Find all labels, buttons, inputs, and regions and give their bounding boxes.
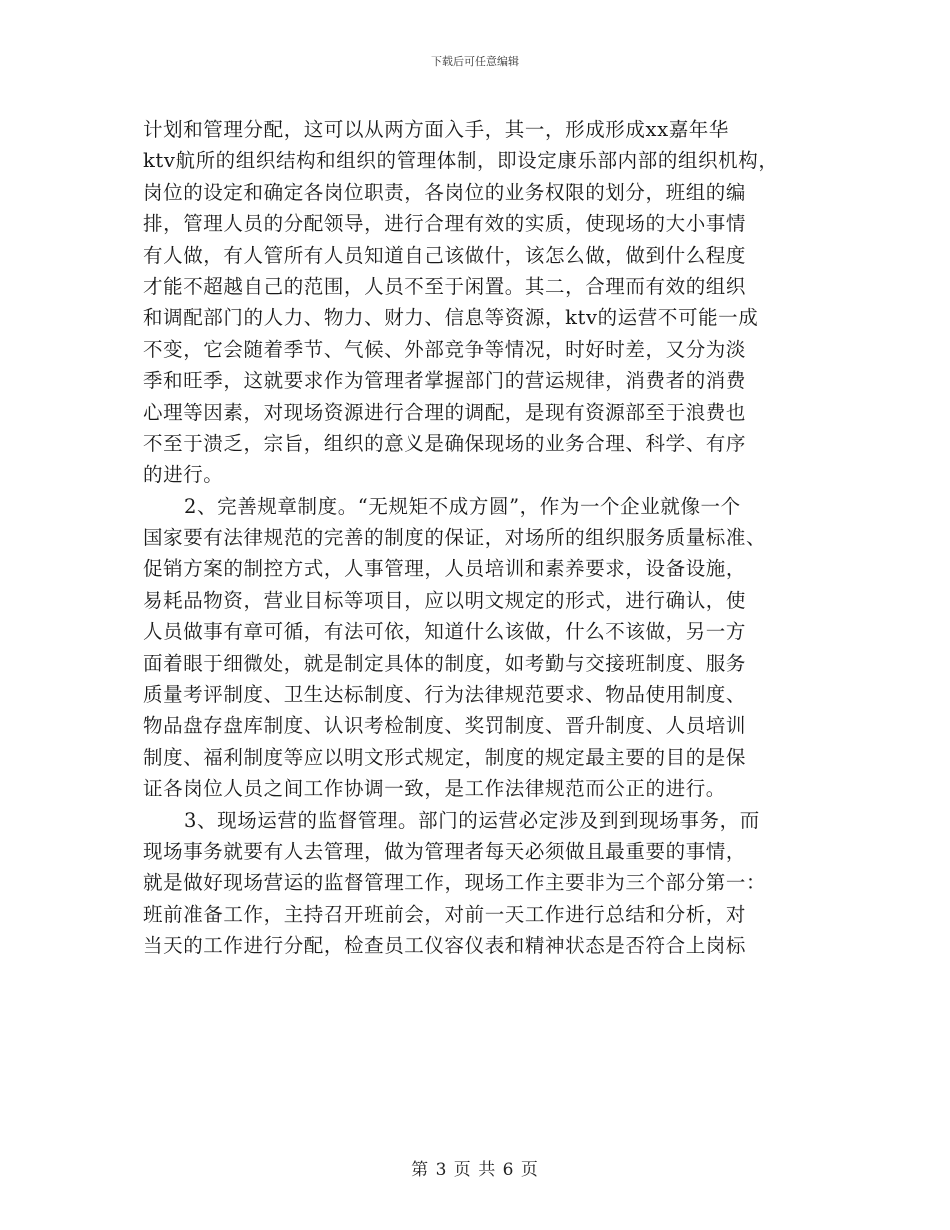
text-line: 易耗品物资，营业目标等项目，应以明文规定的形式，进行确认，使 bbox=[143, 588, 747, 612]
text-line: 心理等因素，对现场资源进行合理的调配，是现有资源部至于浪费也 bbox=[143, 400, 747, 424]
text-line: 制度、福利制度等应以明文形式规定，制度的规定最主要的目的是保 bbox=[143, 745, 747, 769]
text-line: 岗位的设定和确定各岗位职责，各岗位的业务权限的划分，班组的编 bbox=[143, 180, 747, 204]
page-number: 第 3 页 共 6 页 bbox=[411, 1160, 539, 1180]
text-line: 当天的工作进行分配，检查员工仪容仪表和精神状态是否符合上岗标 bbox=[143, 934, 747, 958]
text-line: 证各岗位人员之间工作协调一致，是工作法律规范而公正的进行。 bbox=[143, 777, 726, 801]
text-line: 物品盘存盘库制度、认识考检制度、奖罚制度、晋升制度、人员培训 bbox=[143, 714, 747, 738]
text-line: 季和旺季，这就要求作为管理者掌握部门的营运规律，消费者的消费 bbox=[143, 369, 747, 393]
text-line: 国家要有法律规范的完善的制度的保证，对场所的组织服务质量标准、 bbox=[143, 526, 767, 550]
text-line: 人员做事有章可循，有法可依，知道什么该做，什么不该做，另一方 bbox=[143, 620, 747, 644]
text-line: 排，管理人员的分配领导，进行合理有效的实质，使现场的大小事情 bbox=[143, 212, 747, 236]
text-line: 不至于溃乏，宗旨，组织的意义是确保现场的业务合理、科学、有序 bbox=[143, 431, 747, 455]
text-line: 质量考评制度、卫生达标制度、行为法律规范要求、物品使用制度、 bbox=[143, 683, 747, 707]
paragraph-start-line: 3、现场运营的监督管理。部门的运营必定涉及到到现场事务，而 bbox=[184, 808, 760, 832]
text-line: 计划和管理分配，这可以从两方面入手，其一，形成形成xx嘉年华 bbox=[143, 118, 729, 141]
text-line: 才能不超越自己的范围，人员不至于闲置。其二，合理而有效的组织 bbox=[143, 274, 747, 298]
text-line: 现场事务就要有人去管理，做为管理者每天必须做且最重要的事情， bbox=[143, 839, 747, 863]
document-body bbox=[143, 114, 823, 962]
text-line: 面着眼于细微处，就是制定具体的制度，如考勤与交接班制度、服务 bbox=[143, 651, 747, 675]
text-line: 和调配部门的人力、物力、财力、信息等资源，ktv的运营不可能一成 bbox=[143, 306, 759, 330]
text-line: 就是做好现场营运的监督管理工作，现场工作主要非为三个部分第一： bbox=[143, 871, 767, 895]
paragraph-start-line: 2、完善规章制度。“无规矩不成方圆”，作为一个企业就像一个 bbox=[184, 494, 741, 518]
text-line: 促销方案的制控方式，人事管理，人员培训和素养要求，设备设施， bbox=[143, 557, 747, 581]
text-line: ktv航所的组织结构和组织的管理体制，即设定康乐部内部的组织机构， bbox=[143, 149, 779, 173]
text-line: 不变，它会随着季节、气候、外部竞争等情况，时好时差，又分为淡 bbox=[143, 337, 747, 361]
text-line: 有人做，有人管所有人员知道自己该做什，该怎么做，做到什么程度 bbox=[143, 243, 747, 267]
page-header-note: 下载后可任意编辑 bbox=[431, 55, 519, 68]
text-line: 的进行。 bbox=[143, 463, 224, 487]
text-line: 班前准备工作，主持召开班前会，对前一天工作进行总结和分析，对 bbox=[143, 902, 747, 926]
